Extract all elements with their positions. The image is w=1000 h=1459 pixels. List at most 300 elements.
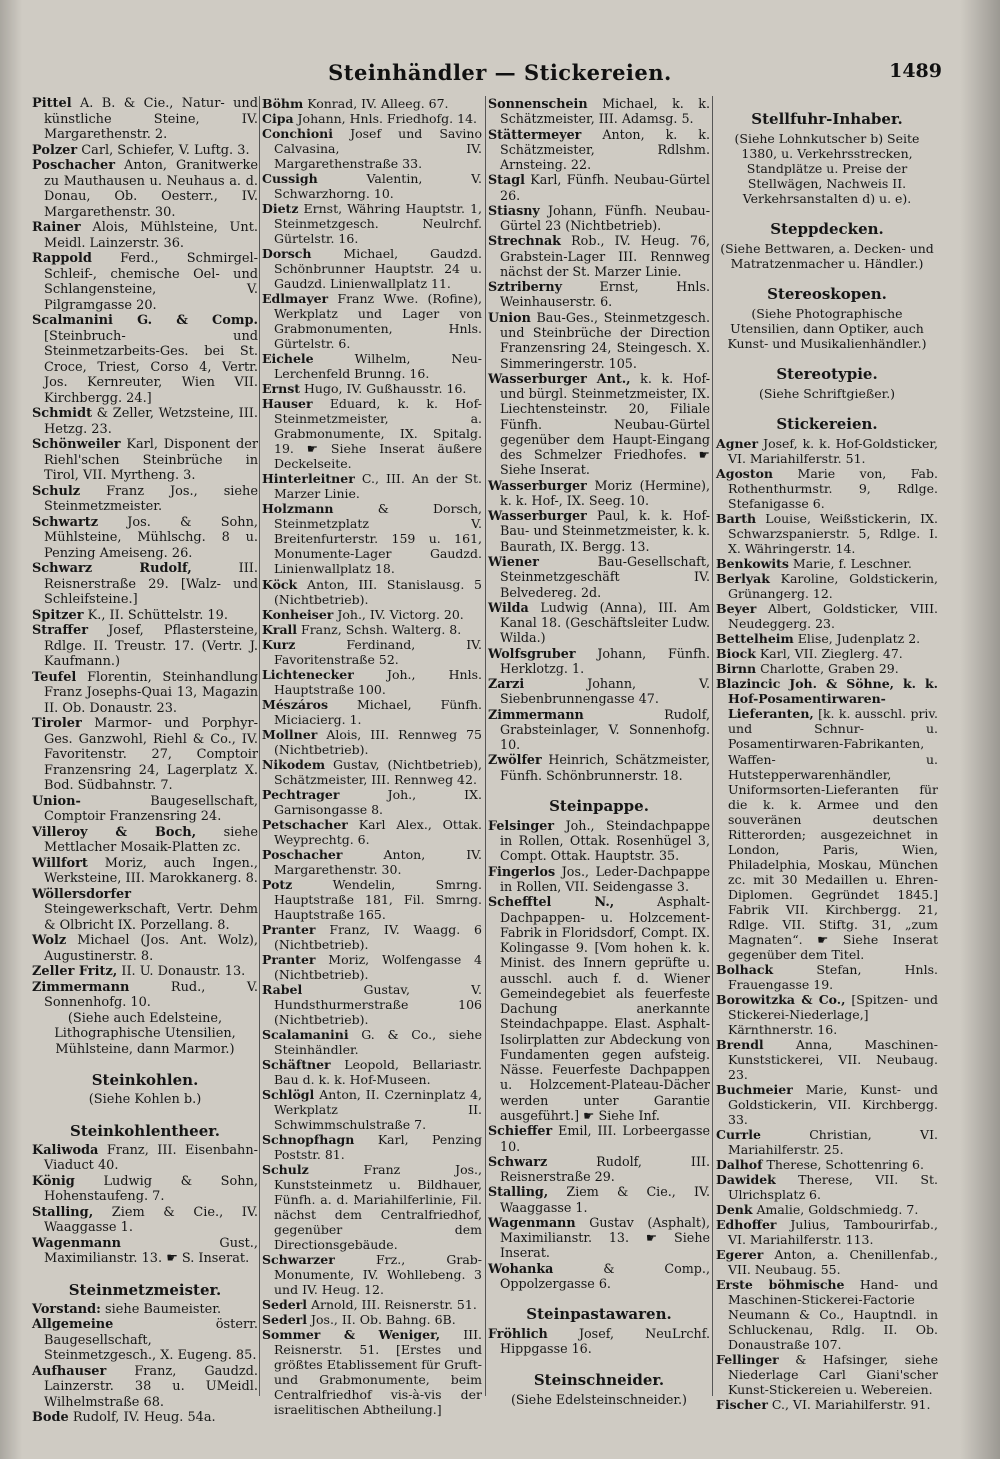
- entry-details: Elise, Judenplatz 2.: [797, 631, 921, 647]
- entry-name: Conchioni: [262, 126, 333, 142]
- directory-entry: [488, 600, 710, 646]
- directory-entry: [716, 1247, 938, 1277]
- directory-entry: [262, 817, 482, 847]
- directory-entry: [488, 478, 710, 509]
- entry-details: Karoline, Goldstickerin, Grünangerg. 12.: [728, 571, 938, 602]
- directory-entry: [32, 313, 258, 406]
- directory-entry: [488, 233, 710, 279]
- directory-entry: [32, 716, 258, 794]
- entry-name: Aufhauser: [32, 1363, 107, 1379]
- entry-name: Sederl: [262, 1312, 308, 1328]
- entry-details: III. Reisnerstraße 29. [Walz- und Schleifsteine.]: [44, 561, 258, 607]
- entry-details: Rudolf, IV. Heug. 54a.: [72, 1410, 216, 1425]
- entry-name: Bettelheim: [716, 631, 794, 647]
- directory-entry: [32, 220, 258, 251]
- directory-entry: [32, 1410, 258, 1426]
- directory-entry: [488, 752, 710, 783]
- directory-entry: [32, 1205, 258, 1236]
- entry-name: Poschacher: [262, 846, 343, 862]
- entry-name: Wilda: [488, 599, 529, 615]
- entry-name: Egerer: [716, 1247, 764, 1263]
- directory-entry: [262, 577, 482, 607]
- entry-name: Schönweiler: [32, 437, 121, 452]
- entry-details: Josef, NeuLrchf. Hippgasse 16.: [500, 1326, 710, 1357]
- entry-details: II. U. Donaustr. 13.: [121, 964, 246, 979]
- directory-entry: [262, 111, 482, 126]
- entry-details: Michael (Jos. Ant. Wolz), Augustinerstr. 8.: [44, 933, 258, 964]
- entry-details: Ernst, Hnls. Weinhauserstr. 6.: [500, 279, 710, 310]
- directory-entry: [262, 1327, 482, 1417]
- entry-details: Anton, Granitwerke zu Mauthausen u. Neuhaus a. d. Donau, Ob. Oesterr., IV. Margarethenstr. 30.: [44, 158, 258, 220]
- entry-details: Asphalt-Dachpappen- u. Holzcement-Fabrik in Floridsdorf, Compt. IX. Kolingasse 9. [Vom hohen k. k. Minist. des Innern geprüfte u. ausschl. auch f. d. Wiener Gemeindegebiet als feuerfeste Dachung anerkannte Steindachpappe. Elast. Asphalt-Isolirplatten zur Abdeckung von Fundamenten gegen aufsteig. Nässe. Feuerfeste Dachpappen u. Holzcement-Plateau-Dächer werden unter Garantie ausgeführt.] ☛ Siehe Inf.: [500, 894, 710, 1123]
- cross-reference-note: (Siehe Schriftgießer.): [758, 386, 896, 402]
- directory-entry: [32, 1236, 258, 1267]
- entry-name: Böhm: [262, 96, 304, 111]
- entry-name: Köck: [262, 576, 298, 592]
- entry-details: Johann, V. Siebenbrunnengasse 47.: [500, 676, 710, 707]
- directory-entry: [716, 1082, 938, 1127]
- column-divider: [485, 96, 486, 1396]
- entry-details: siehe Baumeister.: [105, 1301, 222, 1317]
- entry-details: & Dorsch, Steinmetzplatz V. Breitenfurterstr. 159 u. 161, Monumente-Lager Gaudzd. Linienwallplatz 18.: [274, 501, 482, 577]
- directory-entry: [32, 623, 258, 670]
- directory-entry: [262, 471, 482, 501]
- entry-details: Anton, II. Czerninplatz 4, Werkplatz II. Schwimmschulstraße 7.: [274, 1087, 483, 1133]
- directory-entry: [716, 1352, 938, 1397]
- section-heading: Steinmetzmeister.: [68, 1280, 222, 1299]
- entry-name: Wasserburger: [488, 508, 587, 524]
- directory-entry: [488, 1123, 710, 1154]
- entry-name: Schieffer: [488, 1123, 553, 1139]
- entry-name: Mollner: [262, 726, 318, 742]
- entry-details: Paul, k. k. Hof-Bau- und Steinmetzmeister, k. k. Baurath, IX. Bergg. 13.: [500, 508, 710, 554]
- entry-name: Pranter: [262, 921, 316, 937]
- column-2: [262, 96, 482, 1417]
- entry-details: Michael, k. k. Schätzmeister, III. Adamsg. 5.: [500, 96, 710, 127]
- directory-entry: [262, 201, 482, 246]
- cross-reference-note: (Siehe Edelsteinschneider.): [510, 1391, 688, 1407]
- directory-entry: [716, 646, 938, 661]
- directory-entry: [262, 171, 482, 201]
- directory-entry: [262, 727, 482, 757]
- entry-name: Stalling,: [32, 1204, 94, 1220]
- entry-details: Karl, Fünfh. Neubau-Gürtel 26.: [500, 172, 710, 203]
- page-title: Steinhändler — Stickereien.: [328, 60, 672, 85]
- entry-name: Borowitzka & Co.,: [716, 991, 846, 1007]
- directory-entry: [488, 864, 710, 895]
- directory-entry: [488, 1326, 710, 1357]
- directory-entry: [262, 1297, 482, 1312]
- directory-entry: [716, 631, 938, 646]
- section-heading: Stellfuhr-Inhaber.: [751, 110, 903, 128]
- entry-name: Kurz: [262, 636, 296, 652]
- entry-details: Gustav (Asphalt), Maximilianstr. 13. ☛ Siehe Inserat.: [500, 1214, 710, 1261]
- entry-details: Konrad, IV. Alleeg. 67.: [307, 96, 449, 111]
- entry-name: Mészáros: [262, 696, 328, 712]
- directory-entry: [716, 962, 938, 992]
- entry-name: Fellinger: [716, 1352, 779, 1368]
- cross-reference-note: (Siehe Lohnkutscher b) Seite 1380, u. Verkehrsstrecken, Standplätze u. Preise der Stellwägen, Nachweis II. Verkehrsanstalten d) u. e).: [734, 131, 920, 207]
- entry-name: Pranter: [262, 951, 316, 967]
- entry-name: Polzer: [32, 142, 78, 158]
- entry-details: Frz., Grab-Monumente, IV. Wohllebeng. 3 und IV. Heug. 12.: [274, 1252, 482, 1298]
- directory-entry: [32, 856, 258, 887]
- entry-details: Franz Jos., siehe Steinmetzmeister.: [44, 483, 258, 514]
- entry-name: Wasserburger: [488, 477, 587, 493]
- section-heading: Steinkohlen.: [91, 1071, 199, 1089]
- entry-name: Konheiser: [262, 606, 334, 622]
- directory-entry: [716, 676, 938, 961]
- entry-name: Schefftel N.,: [488, 894, 615, 910]
- directory-entry: [262, 607, 482, 622]
- entry-name: Zeller Fritz,: [32, 964, 118, 979]
- directory-entry: [32, 484, 258, 515]
- entry-name: Rabel: [262, 981, 303, 997]
- entry-name: Schulz: [32, 483, 81, 499]
- directory-entry: [716, 511, 938, 556]
- entry-name: Stiasny: [488, 202, 540, 218]
- entry-name: Zwölfer: [488, 752, 542, 768]
- directory-entry: [488, 279, 710, 310]
- directory-entry: [32, 794, 258, 825]
- directory-entry: [716, 992, 938, 1037]
- entry-name: Brendl: [716, 1036, 764, 1052]
- entry-name: Blazincic Joh. & Söhne, k. k. Hof-Posamentirwaren-Lieferanten,: [716, 676, 938, 722]
- directory-entry: [488, 310, 710, 371]
- entry-name: Wohanka: [488, 1260, 554, 1276]
- column-divider: [259, 96, 260, 1396]
- entry-details: Amalie, Goldschmiedg. 7.: [756, 1201, 919, 1217]
- entry-details: Ludwig (Anna), III. Am Kanal 18. (Geschäftsleiter Ludw. Wilda.): [500, 599, 710, 646]
- entry-details: Johann, Fünfh. Herklotzg. 1.: [500, 645, 710, 676]
- entry-name: Wagenmann: [32, 1235, 122, 1251]
- entry-details: C., III. An der St. Marzer Linie.: [274, 471, 482, 502]
- entry-name: Petschacher: [262, 816, 348, 832]
- entry-name: Pittel: [32, 96, 72, 111]
- entry-details: Moriz (Hermine), k. k. Hof-, IX. Seeg. 10.: [500, 477, 710, 508]
- entry-details: Baugesellschaft, Comptoir Franzensring 24.: [44, 793, 258, 824]
- entry-name: Edlmayer: [262, 291, 329, 307]
- cross-reference-note: (Siehe Photographische Utensilien, dann Optiker, auch Kunst- und Musikalienhändler.): [727, 306, 927, 352]
- directory-entry: [488, 676, 710, 707]
- entry-name: Bode: [32, 1410, 69, 1425]
- entry-details: & Hafsinger, siehe Niederlage Carl Giani'scher Kunst-Stickereien u. Webereien.: [728, 1352, 938, 1398]
- directory-entry: [262, 381, 482, 396]
- directory-entry: [716, 1157, 938, 1172]
- entry-details: Ziem & Cie., IV. Waaggasse 1.: [44, 1204, 258, 1235]
- entry-name: Wiener: [488, 553, 539, 569]
- entry-name: Agner: [716, 436, 759, 452]
- section-heading: Steppdecken.: [770, 220, 884, 239]
- entry-details: Anton, k. k. Schätzmeister, Rdlshm. Arnsteing. 22.: [500, 126, 710, 173]
- entry-details: Christian, VI. Mariahilferstr. 25.: [728, 1126, 938, 1157]
- entry-details: Gust., Maximilianstr. 13. ☛ S. Inserat.: [44, 1235, 258, 1266]
- directory-entry: [262, 757, 482, 787]
- directory-entry: [716, 1217, 938, 1247]
- entry-name: Scalmanini G. & Comp.: [32, 313, 258, 328]
- entry-details: Ludwig & Sohn, Hohenstaufeng. 7.: [44, 1173, 258, 1204]
- entry-name: Union-: [32, 793, 81, 809]
- directory-entry: [32, 1317, 258, 1364]
- entry-details: Rudolf, III. Reisnerstraße 29.: [500, 1153, 710, 1185]
- directory-entry: [262, 787, 482, 817]
- directory-entry: [488, 1154, 710, 1185]
- entry-details: Franz, IV. Waagg. 6 (Nichtbetrieb).: [274, 921, 482, 952]
- directory-entry: [488, 96, 710, 127]
- directory-entry: [716, 436, 938, 466]
- entry-details: Gustav, (Nichtbetrieb), Schätzmeister, III. Rennweg 42.: [274, 756, 482, 787]
- entry-details: siehe Mettlacher Mosaik-Platten zc.: [44, 824, 258, 855]
- section-heading: Steinkohlentheer.: [69, 1121, 221, 1140]
- directory-entry: [32, 608, 258, 624]
- entry-details: Charlotte, Graben 29.: [760, 661, 899, 677]
- entry-name: Krall: [262, 621, 298, 637]
- directory-entry: [262, 351, 482, 381]
- column-divider: [712, 96, 713, 1396]
- entry-name: Cipa: [262, 111, 294, 127]
- entry-details: Therese, VII. St. Ulrichsplatz 6.: [728, 1171, 938, 1202]
- entry-details: Emil, III. Lorbeergasse 10.: [500, 1123, 710, 1154]
- directory-entry: [32, 158, 258, 220]
- entry-details: Karl, Disponent der Riehl'schen Steinbrüche in Tirol, VII. Myrtheng. 3.: [44, 437, 258, 483]
- entry-details: Franz Jos., Kunststeinmetz u. Bildhauer, Fünfh. a. d. Mariahilferlinie, Fil. nächst dem Centralfriedhof, gegenüber dem Directionsgebäude.: [274, 1162, 482, 1253]
- entry-name: Hauser: [262, 396, 313, 412]
- directory-entry: [716, 1277, 938, 1352]
- entry-name: Zimmermann: [32, 979, 130, 995]
- entry-details: C., VI. Mariahilferstr. 91.: [771, 1397, 931, 1413]
- entry-name: Schwartz: [32, 514, 99, 530]
- entry-name: Currle: [716, 1126, 761, 1142]
- entry-details: Wilhelm, Neu-Lerchenfeld Brunng. 16.: [274, 351, 482, 382]
- directory-entry: [32, 964, 258, 980]
- entry-details: Jos. & Sohn, Mühlsteine, Mühlschg. 8 u. Penzing Ameiseng. 26.: [44, 514, 258, 561]
- entry-name: Barth: [716, 511, 757, 527]
- entry-details: Wendelin, Smrng. Hauptstraße 181, Fil. Smrng. Hauptstraße 165.: [274, 876, 482, 922]
- directory-entry: [262, 637, 482, 667]
- entry-details: Karl Alex., Ottak. Weyprechtg. 6.: [274, 816, 482, 847]
- entry-name: Schwarz Rudolf,: [32, 561, 192, 576]
- entry-details: Jos., Leder-Dachpappe in Rollen, VII. Seidengasse 3.: [500, 863, 710, 895]
- entry-name: Lichtenecker: [262, 666, 354, 682]
- cross-reference-note: (Siehe auch Edelsteine, Lithographische Utensilien, Mühlsteine, dann Marmor.): [54, 1010, 236, 1057]
- entry-name: Beyer: [716, 601, 757, 617]
- directory-entry: [716, 1172, 938, 1202]
- entry-details: Karl, Penzing Poststr. 81.: [274, 1132, 482, 1163]
- page-number: 1489: [889, 60, 942, 82]
- entry-details: k. k. Hof- und bürgl. Steinmetzmeister, IX. Liechtensteinstr. 20, Filiale Fünfh. Neubau-Gürtel gegenüber dem Haupt-Eingang des Schmelzer Friedhofes. ☛ Siehe Inserat.: [500, 370, 710, 478]
- entry-details: Ferdinand, IV. Favoritenstraße 52.: [274, 636, 482, 667]
- entry-details: Rob., IV. Heug. 76, Grabstein-Lager III. Rennweg nächst der St. Marzer Linie.: [500, 233, 710, 279]
- entry-name: Teufel: [32, 669, 77, 685]
- directory-entry: [32, 1174, 258, 1205]
- entry-details: Marie von, Fab. Rothenthurmstr. 9, Rdlge. Stefanigasse 6.: [728, 466, 938, 512]
- entry-details: Therese, Schottenring 6.: [766, 1156, 924, 1172]
- entry-details: Josef, Pflastersteine, Rdlge. II. Treustr. 17. (Vertr. J. Kaufmann.): [44, 623, 258, 669]
- entry-details: Ziem & Cie., IV. Waaggasse 1.: [500, 1184, 710, 1215]
- directory-entry: [488, 646, 710, 677]
- directory-entry: [716, 661, 938, 676]
- entry-details: Rud., V. Sonnenhofg. 10.: [44, 979, 258, 1010]
- entry-name: Ernst: [262, 381, 301, 397]
- directory-entry: [488, 203, 710, 234]
- entry-name: Sonnenschein: [488, 96, 588, 111]
- section-heading: Steinschneider.: [533, 1370, 665, 1389]
- entry-name: Cussigh: [262, 171, 318, 187]
- directory-entry: [262, 1027, 482, 1057]
- directory-entry: [716, 1397, 938, 1412]
- directory-entry: [262, 877, 482, 922]
- entry-details: österr. Baugesellschaft, Steinmetzgesch., X. Eugeng. 85.: [44, 1317, 258, 1363]
- entry-name: Agoston: [716, 466, 774, 482]
- entry-name: Rappold: [32, 251, 92, 266]
- entry-name: Eichele: [262, 351, 314, 367]
- entry-name: Schwarz: [488, 1153, 548, 1169]
- column-4: [716, 96, 938, 1412]
- entry-details: Bau-Ges., Steinmetzgesch. und Steinbrüche der Direction Franzensring 24, Steingesch. X. Simmeringerstr. 105.: [500, 309, 710, 371]
- entry-details: Moriz, auch Ingen., Werksteine, III. Marokkanerg. 8.: [44, 855, 258, 886]
- entry-name: Sederl: [262, 1297, 308, 1313]
- directory-entry: [488, 172, 710, 203]
- directory-entry: [488, 127, 710, 173]
- directory-entry: [716, 1037, 938, 1082]
- entry-details: [k. k. ausschl. priv. und Schnur- u. Posamentirwaren-Fabrikanten, Waffen- u. Hutstepperwarenhändler, Uniformsorten-Lieferanten für die k. k. Armee und den souveränen deutschen Ritterorden; ausgezeichnet in London, Paris, Wien, Philadelphia, Moskau, München zc. mit 30 Medaillen u. Ehren-Diplomen. Gegründet 1845.] Fabrik VII. Kirchbergg. 21, Rdlge. VII. Stiftg. 31, „zum Magnaten“. ☛ Siehe Inserat gegenüber dem Titel.: [728, 706, 938, 962]
- entry-name: König: [32, 1173, 75, 1189]
- entry-name: Dorsch: [262, 246, 312, 262]
- entry-name: Vorstand:: [32, 1301, 101, 1317]
- entry-name: Birnn: [716, 661, 757, 677]
- directory-entry: [488, 1184, 710, 1215]
- entry-details: Johann, Fünfh. Neubau-Gürtel 23 (Nichtbetrieb).: [500, 202, 710, 234]
- entry-name: Stalling,: [488, 1184, 549, 1200]
- directory-entry: [32, 1364, 258, 1411]
- entry-details: Jos., II. Ob. Bahng. 6B.: [311, 1312, 456, 1328]
- directory-entry: [262, 1162, 482, 1252]
- entry-name: Holzmann: [262, 501, 334, 517]
- entry-details: Rudolf, Grabsteinlager, V. Sonnenhofg. 10.: [500, 706, 710, 753]
- directory-entry: [262, 1132, 482, 1162]
- entry-details: Marmor- und Porphyr-Ges. Ganzwohl, Riehl & Co., IV. Favoritenstr. 27, Comptoir Franzensring 24, Lagerplatz X. Bod. Südbahnstr. 7.: [44, 716, 258, 793]
- entry-details: Michael, Fünfh. Miciacierg. 1.: [274, 696, 482, 727]
- entry-details: Bau-Gesellschaft, Steinmetzgeschäft IV. Belvedereg. 2d.: [500, 553, 710, 600]
- entry-details: Michael, Gaudzd. Schönbrunner Hauptstr. 24 u. Gaudzd. Linienwallplatz 11.: [274, 246, 482, 292]
- entry-name: Felsinger: [488, 817, 555, 833]
- entry-name: Kaliwoda: [32, 1142, 99, 1158]
- directory-entry: [262, 246, 482, 291]
- entry-name: Allgemeine: [32, 1317, 114, 1332]
- directory-entry: [262, 667, 482, 697]
- entry-name: Fröhlich: [488, 1326, 548, 1342]
- entry-details: Franz, III. Eisenbahn-Viaduct 40.: [44, 1142, 258, 1173]
- entry-details: & Comp., Oppolzergasse 6.: [500, 1260, 710, 1291]
- entry-details: G. & Co., siehe Steinhändler.: [274, 1026, 482, 1057]
- directory-entry: [262, 1057, 482, 1087]
- section-heading: Stereotypie.: [776, 365, 878, 384]
- directory-entry: [488, 554, 710, 600]
- directory-entry: [716, 1127, 938, 1157]
- directory-entry: [716, 1202, 938, 1217]
- entry-details: Eduard, k. k. Hof-Steinmetzmeister, a. Grabmonumente, IX. Spitalg. 19. ☛ Siehe Inserat äußere Deckelseite.: [274, 396, 482, 472]
- entry-name: Erste böhmische: [716, 1277, 845, 1293]
- entry-details: & Zeller, Wetzsteine, III. Hetzg. 23.: [44, 406, 258, 437]
- entry-details: Louise, Weißstickerin, IX. Schwarzspanierstr. 5, Rdlge. I. X. Währingerstr. 14.: [728, 511, 938, 557]
- directory-entry: [32, 980, 258, 1011]
- directory-entry: [262, 1312, 482, 1327]
- entry-details: Florentin, Steinhandlung Franz Josephs-Quai 13, Magazin II. Ob. Donaustr. 23.: [44, 669, 258, 716]
- directory-entry: [32, 143, 258, 159]
- entry-name: Fischer: [716, 1397, 768, 1413]
- entry-name: Straffer: [32, 623, 88, 638]
- directory-entry: [262, 847, 482, 877]
- directory-entry: [716, 601, 938, 631]
- entry-name: Villeroy & Boch,: [32, 824, 197, 840]
- column-1: [32, 96, 258, 1426]
- directory-entry: [262, 291, 482, 351]
- entry-details: Hand- und Maschinen-Stickerei-Factorie Neumann & Co., Hauptndl. in Schluckenau, Rdlg. II. Ob. Donaustraße 107.: [728, 1277, 938, 1353]
- entry-name: Schlögl: [262, 1087, 315, 1103]
- directory-entry: [488, 818, 710, 864]
- entry-name: Sztriberny: [488, 279, 562, 295]
- entry-name: Rainer: [32, 220, 81, 235]
- entry-details: Johann, Hnls. Friedhofg. 14.: [297, 111, 478, 127]
- entry-name: Tiroler: [32, 716, 82, 731]
- section-heading: Stereoskopen.: [767, 285, 887, 304]
- entry-name: Wolfsgruber: [488, 645, 576, 661]
- entry-details: Franz, Schsh. Walterg. 8.: [301, 621, 462, 637]
- directory-entry: [32, 515, 258, 562]
- entry-details: Gustav, V. Hundsthurmerstraße 106 (Nichtbetrieb).: [274, 981, 482, 1027]
- entry-details: Franz, Gaudzd. Lainzerstr. 38 u. UMeidl. Wilhelmstraße 68.: [44, 1363, 258, 1410]
- entry-name: Biock: [716, 646, 756, 662]
- entry-name: Willfort: [32, 855, 88, 871]
- entry-details: Alois, Mühlsteine, Unt. Meidl. Lainzerstr. 36.: [44, 220, 258, 251]
- directory-entry: [32, 1143, 258, 1174]
- entry-details: Anton, IV. Margarethenstr. 30.: [274, 846, 482, 877]
- directory-entry: [262, 501, 482, 576]
- entry-name: Spitzer: [32, 607, 84, 623]
- directory-entry: [262, 982, 482, 1027]
- directory-entry: [32, 251, 258, 313]
- entry-details: Franz Wwe. (Rofine), Werkplatz und Lager von Grabmonumenten, Hnls. Gürtelstr. 6.: [274, 291, 482, 352]
- directory-entry: [32, 933, 258, 964]
- entry-name: Dalhof: [716, 1156, 763, 1172]
- entry-details: III. Reisnerstr. 51. [Erstes und größtes Etablissement für Gruft- und Grabmonumente, beim Centralfriedhof vis-à-vis der israelitischen Abtheilung.]: [274, 1327, 482, 1418]
- directory-entry: [262, 922, 482, 952]
- entry-name: Hinterleitner: [262, 471, 355, 487]
- entry-details: [Steinbruch- und Steinmetzarbeits-Ges. bei St. Croce, Triest, Corso 4, Vertr. Jos. Kernreuter, Wien VII. Kirchbergg. 24.]: [44, 328, 258, 406]
- directory-entry: [262, 1087, 482, 1132]
- entry-name: Fingerlos: [488, 863, 556, 879]
- entry-details: Arnold, III. Reisnerstr. 51.: [311, 1297, 477, 1313]
- directory-entry: [32, 406, 258, 437]
- entry-details: Hugo, IV. Gußhausstr. 16.: [304, 381, 467, 397]
- entry-details: K., II. Schüttelstr. 19.: [87, 607, 228, 623]
- entry-details: Anna, Maschinen-Kunststickerei, VII. Neubaug. 23.: [728, 1036, 938, 1082]
- directory-entry: [262, 1252, 482, 1297]
- entry-details: Joh., IX. Garnisongasse 8.: [274, 786, 482, 817]
- cross-reference-note: (Siehe Kohlen b.): [88, 1092, 202, 1107]
- directory-entry: [32, 825, 258, 856]
- column-3: [488, 96, 710, 1411]
- directory-entry: [32, 670, 258, 717]
- entry-details: Ferd., Schmirgel-Schleif-, chemische Oel- und Schlangensteine, V. Pilgramgasse 20.: [44, 251, 258, 313]
- cross-reference-note: (Siehe Bettwaren, a. Decken- und Matratzenmacher u. Händler.): [720, 241, 934, 272]
- entry-details: Anton, III. Stanislausg. 5 (Nichtbetrieb).: [274, 576, 483, 607]
- entry-name: Schulz: [262, 1162, 309, 1178]
- entry-details: Anton, a. Chenillenfab., VII. Neubaug. 55.: [728, 1247, 938, 1278]
- directory-entry: [32, 96, 258, 143]
- entry-name: Dawidek: [716, 1171, 776, 1187]
- directory-entry: [488, 508, 710, 554]
